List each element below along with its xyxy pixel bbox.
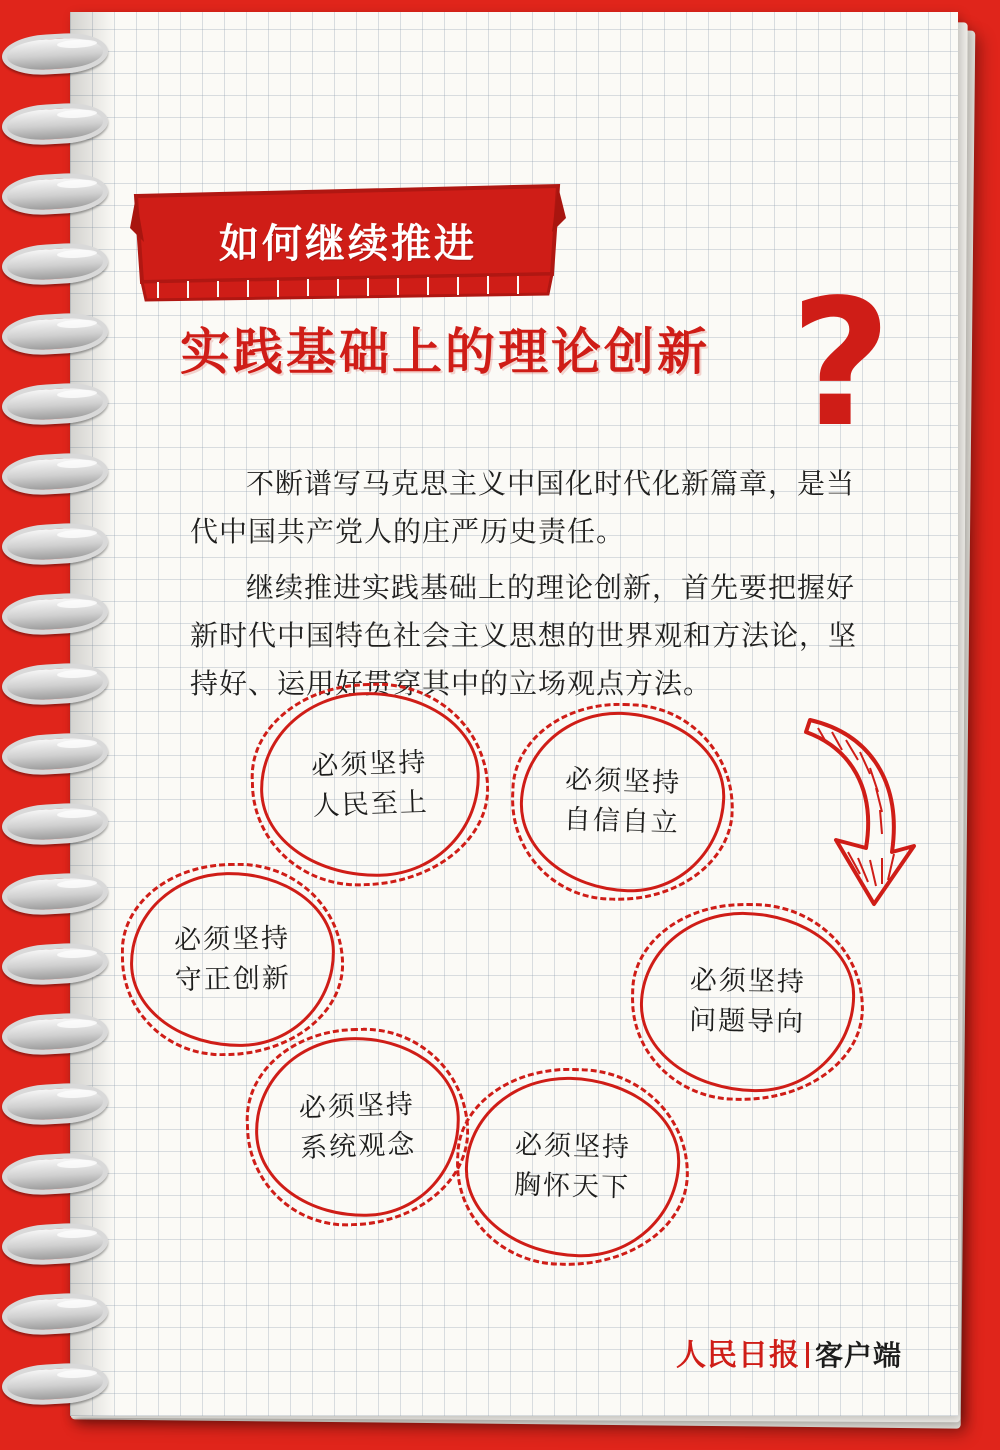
spiral-ring	[2, 1221, 108, 1267]
publisher-name: 人民日报	[675, 1338, 800, 1373]
spiral-ring	[2, 661, 108, 707]
spiral-ring	[2, 311, 108, 357]
page-title: 实践基础上的理论创新	[180, 323, 710, 381]
keypoint-bubble-5-text: 必须坚持 系统观念	[298, 1088, 417, 1165]
spiral-ring	[2, 1081, 108, 1127]
question-mark-icon: ?	[790, 263, 892, 466]
spiral-ring	[2, 171, 108, 217]
keypoint-bubble-3-text: 必须坚持 守正创新	[173, 922, 292, 996]
banner-title-text: 如何继续推进	[219, 221, 477, 267]
keypoint-bubble-1-text: 必须坚持 人民至上	[310, 746, 430, 822]
spiral-ring	[2, 1291, 108, 1337]
keypoint-bubble-5	[252, 1033, 463, 1220]
spiral-ring	[2, 241, 108, 287]
keypoint-bubble-2	[517, 708, 728, 895]
body-paragraph-2: 继续推进实践基础上的理论创新，首先要把握好新时代中国特色社会主义思想的世界观和方法论，坚持好、运用好贯穿其中的立场观点方法。	[190, 571, 858, 700]
curved-arrow-icon	[792, 712, 922, 912]
spiral-ring	[2, 101, 108, 147]
logo-divider	[806, 1342, 809, 1368]
banner-ribbon	[128, 182, 568, 302]
spiral-ring	[2, 1151, 108, 1197]
publisher-app-name: 客户端	[814, 1339, 902, 1372]
spiral-ring	[2, 871, 108, 917]
spiral-ring	[2, 941, 108, 987]
keypoint-bubble-6-text: 必须坚持 胸怀天下	[513, 1129, 632, 1204]
keypoint-bubble-6	[463, 1074, 683, 1260]
spiral-ring	[2, 801, 108, 847]
keypoint-bubble-4-text: 必须坚持 问题导向	[688, 964, 807, 1039]
spiral-ring	[2, 451, 108, 497]
spiral-ring	[2, 31, 108, 77]
keypoint-bubble-1	[257, 688, 483, 881]
spiral-binding	[0, 0, 110, 1450]
keypoint-bubble-3	[128, 870, 336, 1049]
spiral-ring	[2, 731, 108, 777]
spiral-ring	[2, 381, 108, 427]
spiral-ring	[2, 591, 108, 637]
publisher-logo	[676, 1330, 902, 1374]
keypoint-bubble-4	[638, 910, 856, 1094]
notebook-page	[70, 12, 958, 1416]
spiral-ring	[2, 521, 108, 567]
body-paragraph-1: 不断谱写马克思主义中国化时代化新篇章，是当代中国共产党人的庄严历史责任。	[190, 467, 856, 548]
spiral-ring	[2, 1361, 108, 1407]
spiral-ring	[2, 1011, 108, 1057]
keypoint-bubble-2-text: 必须坚持 自信自立	[563, 763, 682, 840]
